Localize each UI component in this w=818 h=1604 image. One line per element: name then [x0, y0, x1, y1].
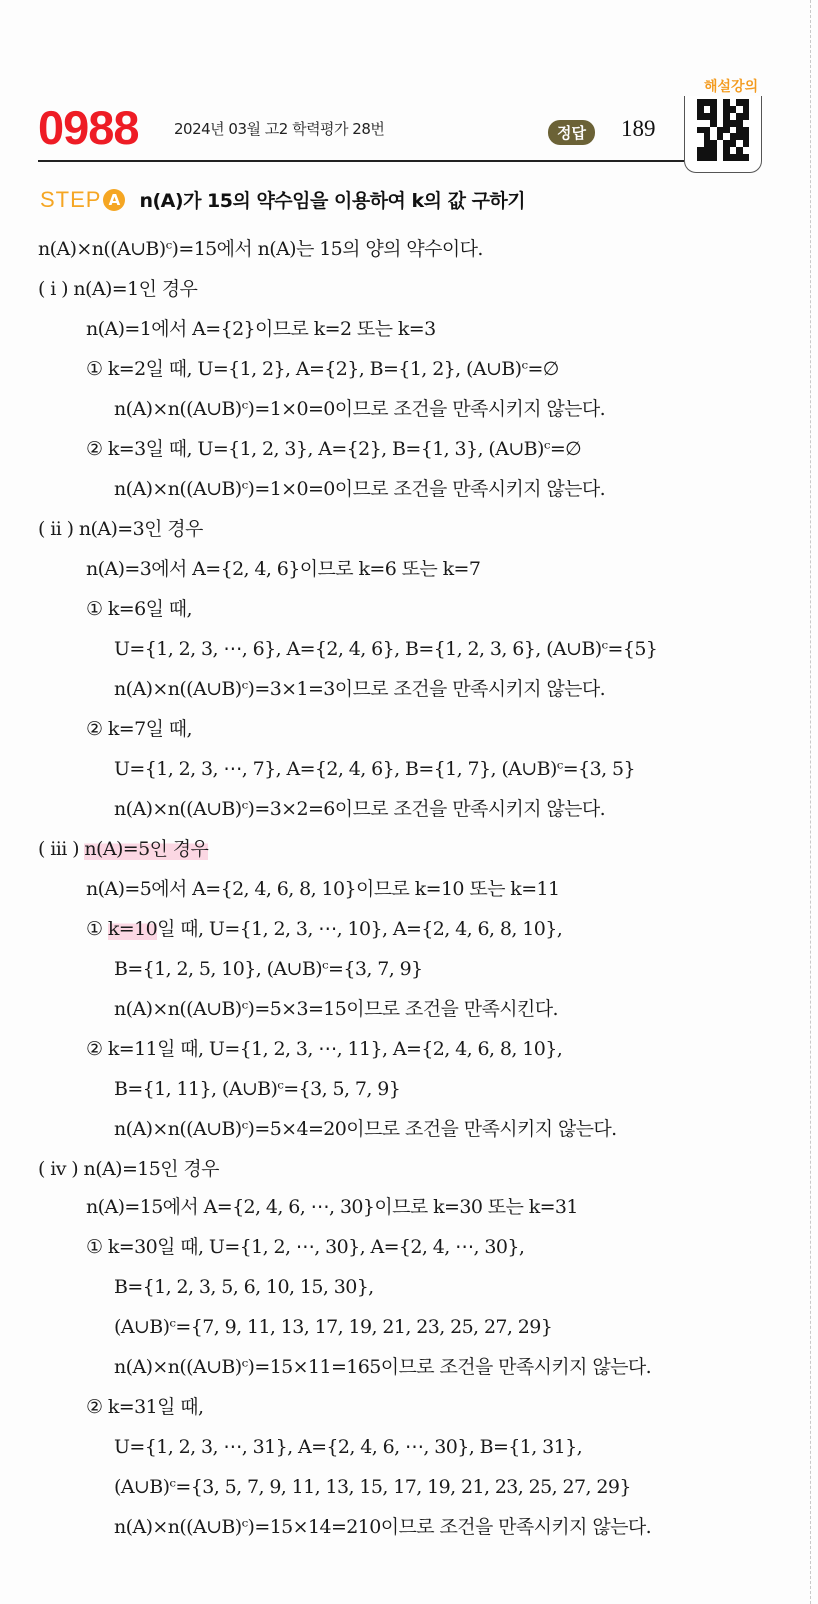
solution-line: ① k=2일 때, U={1, 2}, A={2}, B={1, 2}, (A∪B)ᶜ=∅: [86, 358, 559, 380]
step-title: n(A)가 15의 약수임을 이용하여 k의 값 구하기: [139, 190, 526, 212]
solution-line: n(A)=3에서 A={2, 4, 6}이므로 k=6 또는 k=7: [86, 558, 481, 580]
solution-line: ② k=3일 때, U={1, 2, 3}, A={2}, B={1, 3}, (A∪B)ᶜ=∅: [86, 438, 582, 460]
solution-line: n(A)×n((A∪B)ᶜ)=5×4=20이므로 조건을 만족시키지 않는다.: [114, 1118, 617, 1140]
case-iii-heading: [38, 836, 208, 862]
solution-line: ( ii ) n(A)=3인 경우: [38, 518, 203, 540]
solution-line: ① k=30일 때, U={1, 2, ⋯, 30}, A={2, 4, ⋯, 30},: [86, 1236, 525, 1258]
solution-line: B={1, 2, 5, 10}, (A∪B)ᶜ={3, 7, 9}: [114, 958, 423, 980]
solution-line: ( i ) n(A)=1인 경우: [38, 278, 198, 300]
solution-line: ① k=6일 때,: [86, 598, 192, 620]
step-letter-badge: A: [103, 189, 125, 211]
solution-line: B={1, 11}, (A∪B)ᶜ={3, 5, 7, 9}: [114, 1078, 401, 1100]
problem-header: [38, 100, 678, 160]
solution-line: U={1, 2, 3, ⋯, 6}, A={2, 4, 6}, B={1, 2, 3, 6}, (A∪B)ᶜ={5}: [114, 638, 658, 660]
solution-line: n(A)×n((A∪B)ᶜ)=3×2=6이므로 조건을 만족시키지 않는다.: [114, 798, 606, 820]
solution-line: B={1, 2, 3, 5, 6, 10, 15, 30},: [114, 1276, 374, 1298]
solution-line: n(A)×n((A∪B)ᶜ)=5×3=15이므로 조건을 만족시킨다.: [114, 998, 558, 1020]
qr-label: 해설강의: [704, 79, 759, 95]
page-edge-dashed-border: [810, 0, 811, 1604]
step-heading: [40, 186, 525, 213]
solution-line: ( iv ) n(A)=15인 경우: [38, 1158, 219, 1180]
solution-line: (A∪B)ᶜ={7, 9, 11, 13, 17, 19, 21, 23, 25, 27, 29}: [114, 1316, 553, 1338]
solution-line: n(A)×n((A∪B)ᶜ)=15에서 n(A)는 15의 양의 약수이다.: [38, 238, 483, 260]
solution-line: n(A)×n((A∪B)ᶜ)=1×0=0이므로 조건을 만족시키지 않는다.: [114, 398, 606, 420]
line-text: 일 때, U={1, 2, 3, ⋯, 10}, A={2, 4, 6, 8, 10},: [157, 918, 563, 940]
case-iii-sub1: [86, 916, 562, 942]
solution-line: n(A)×n((A∪B)ᶜ)=1×0=0이므로 조건을 만족시키지 않는다.: [114, 478, 606, 500]
solution-line: n(A)×n((A∪B)ᶜ)=3×1=3이므로 조건을 만족시키지 않는다.: [114, 678, 606, 700]
qr-code-icon: [697, 99, 749, 161]
solution-line: n(A)×n((A∪B)ᶜ)=15×14=210이므로 조건을 만족시키지 않는다.: [114, 1516, 652, 1538]
step-label: STEP: [40, 186, 102, 212]
problem-source: 2024년 03월 고2 학력평가 28번: [174, 120, 385, 138]
answer-badge: 정답: [548, 120, 595, 145]
qr-code-link[interactable]: [684, 96, 762, 173]
solution-line: ② k=7일 때,: [86, 718, 192, 740]
solution-line: n(A)=5에서 A={2, 4, 6, 8, 10}이므로 k=10 또는 k=11: [86, 878, 560, 900]
highlighted-text: n(A)=5인 경우: [84, 838, 209, 860]
highlighted-text: k=10: [107, 918, 158, 940]
solution-line: ② k=31일 때,: [86, 1396, 204, 1418]
solution-line: n(A)=1에서 A={2}이므로 k=2 또는 k=3: [86, 318, 436, 340]
case-label: ( iii ): [38, 838, 85, 860]
solution-line: n(A)=15에서 A={2, 4, 6, ⋯, 30}이므로 k=30 또는 k=31: [86, 1196, 578, 1218]
header-divider: [38, 160, 684, 162]
circled-marker: ①: [86, 918, 108, 940]
answer-value: 189: [621, 116, 656, 141]
solution-line: U={1, 2, 3, ⋯, 31}, A={2, 4, 6, ⋯, 30}, B={1, 31},: [114, 1436, 583, 1458]
solution-line: U={1, 2, 3, ⋯, 7}, A={2, 4, 6}, B={1, 7}, (A∪B)ᶜ={3, 5}: [114, 758, 635, 780]
solution-line: (A∪B)ᶜ={3, 5, 7, 9, 11, 13, 15, 17, 19, 21, 23, 25, 27, 29}: [114, 1476, 631, 1498]
problem-number: 0988: [38, 101, 139, 154]
solution-line: n(A)×n((A∪B)ᶜ)=15×11=165이므로 조건을 만족시키지 않는다.: [114, 1356, 652, 1378]
solution-line: ② k=11일 때, U={1, 2, 3, ⋯, 11}, A={2, 4, 6, 8, 10},: [86, 1038, 563, 1060]
